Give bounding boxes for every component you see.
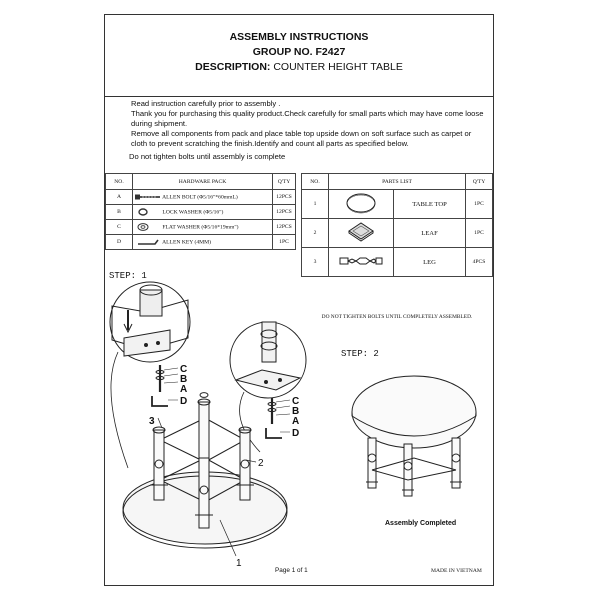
part-qty: 4PCS bbox=[466, 248, 493, 277]
part-name: LEG bbox=[394, 248, 466, 277]
part-no: 1 bbox=[302, 190, 329, 219]
detail-circle-left bbox=[110, 282, 190, 468]
step-2-label: STEP: 2 bbox=[341, 349, 379, 359]
hardware-stack-left bbox=[152, 365, 178, 406]
part-no: 3 bbox=[302, 248, 329, 277]
part-name: TABLE TOP bbox=[394, 190, 466, 219]
callout-c-right: C bbox=[292, 396, 300, 407]
callout-leaf-number: 2 bbox=[258, 458, 264, 469]
hardware-name: FLAT WASHER (Φ5/16*19mm") bbox=[162, 224, 239, 231]
hardware-qty: 12PCS bbox=[273, 190, 296, 205]
hardware-col-name: HARDWARE PACK bbox=[133, 174, 273, 190]
intro-line-1: Read instruction carefully prior to assembly . bbox=[131, 99, 281, 108]
hardware-name: ALLEN BOLT (Φ5/16"*60mmL) bbox=[162, 194, 238, 201]
callout-leg-number: 3 bbox=[149, 416, 155, 427]
parts-col-no: NO. bbox=[302, 174, 329, 190]
hardware-stack-right bbox=[266, 398, 290, 438]
made-in-label: MADE IN VIETNAM bbox=[431, 568, 482, 574]
callout-a-left: A bbox=[180, 384, 188, 395]
intro-line-2: Thank you for purchasing this quality product.Check carefully for small parts which may have come loose during shipment. bbox=[131, 109, 484, 128]
description-value: COUNTER HEIGHT TABLE bbox=[270, 61, 403, 73]
part-name: LEAF bbox=[394, 219, 466, 248]
hardware-name: ALLEN KEY (4MM) bbox=[162, 239, 211, 246]
callout-a-right: A bbox=[292, 416, 300, 427]
callout-d-right: D bbox=[292, 428, 300, 439]
part-qty: 1PC bbox=[466, 190, 493, 219]
callout-d-left: D bbox=[180, 396, 188, 407]
callout-top-number: 1 bbox=[236, 558, 242, 569]
callout-b-left: B bbox=[180, 374, 188, 385]
hardware-no: D bbox=[106, 235, 133, 250]
tighten-warning: DO NOT TIGHTEN BOLTS UNTIL COMPLETELY ASSEMBLED. bbox=[321, 314, 473, 320]
part-qty: 1PC bbox=[466, 219, 493, 248]
parts-col-name: PARTS LIST bbox=[329, 174, 466, 190]
hardware-col-qty: Q'TY bbox=[273, 174, 296, 190]
page-number: Page 1 of 1 bbox=[275, 567, 308, 574]
hardware-no: A bbox=[106, 190, 133, 205]
callout-b-right: B bbox=[292, 406, 300, 417]
description-label: DESCRIPTION: bbox=[195, 61, 271, 73]
hardware-no: B bbox=[106, 205, 133, 220]
intro-note: Do not tighten bolts until assembly is complete bbox=[129, 152, 286, 161]
step-1-label: STEP: 1 bbox=[109, 271, 147, 281]
hardware-qty: 1PC bbox=[273, 235, 296, 250]
intro-line-3: Remove all components from pack and place table top upside down on soft surface such as carpet or cloth to prevent scratching the finish.Identify and count all parts as specified below. bbox=[131, 129, 472, 148]
group-number: GROUP NO. F2427 bbox=[252, 46, 346, 58]
hardware-name: LOCK WASHER (Φ5/16") bbox=[162, 209, 224, 216]
parts-col-qty: Q'TY bbox=[466, 174, 493, 190]
part-no: 2 bbox=[302, 219, 329, 248]
hardware-no: C bbox=[106, 220, 133, 235]
hardware-qty: 12PCS bbox=[273, 220, 296, 235]
step-2-completed-table bbox=[352, 376, 476, 496]
callout-c-left: C bbox=[180, 364, 188, 375]
assembly-completed-caption: Assembly Completed bbox=[385, 520, 457, 527]
page-title: ASSEMBLY INSTRUCTIONS bbox=[229, 31, 369, 43]
hardware-col-no: NO. bbox=[106, 174, 133, 190]
hardware-qty: 12PCS bbox=[273, 205, 296, 220]
